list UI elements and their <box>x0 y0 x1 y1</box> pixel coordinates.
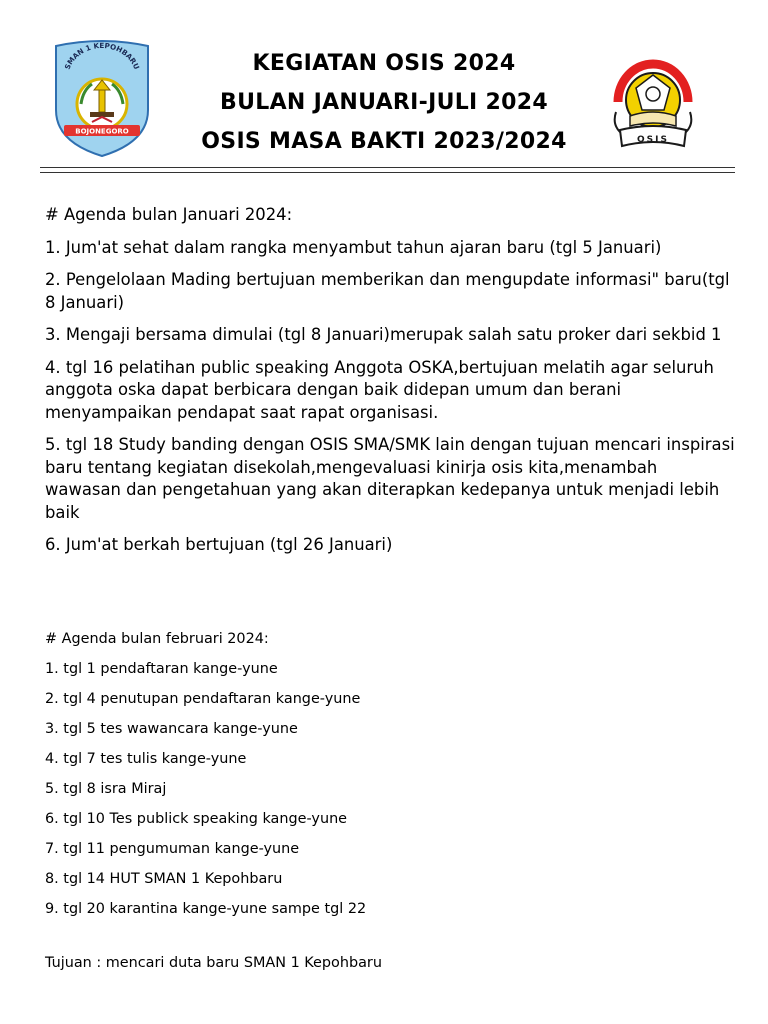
document-title-block <box>180 44 588 161</box>
february-item: 6. tgl 10 Tes publick speaking kange-yune <box>45 811 348 827</box>
february-item: 4. tgl 7 tes tulis kange-yune <box>45 751 247 767</box>
january-item: 2. Pengelolaan Mading bertujuan memberikan dan mengupdate informasi" baru(tgl 8 Januari) <box>45 270 730 312</box>
january-item: 6. Jum'at berkah bertujuan (tgl 26 Januari) <box>45 535 393 554</box>
header-divider-top <box>40 167 735 168</box>
goal-statement: Tujuan : mencari duta baru SMAN 1 Kepohbaru <box>45 955 382 971</box>
osis-emblem-icon <box>608 50 698 155</box>
title-line-2: BULAN JANUARI-JULI 2024 <box>220 90 548 115</box>
crest-ribbon-text: BOJONEGORO <box>75 127 129 136</box>
january-item: 1. Jum'at sehat dalam rangka menyambut tahun ajaran baru (tgl 5 Januari) <box>45 237 662 257</box>
january-heading: # Agenda bulan Januari 2024: <box>45 205 293 224</box>
february-item: 7. tgl 11 pengumuman kange-yune <box>45 841 300 857</box>
february-item: 2. tgl 4 penutupan pendaftaran kange-yune <box>45 691 361 707</box>
january-agenda <box>45 204 735 567</box>
february-item: 9. tgl 20 karantina kange-yune sampe tgl 22 <box>45 901 367 917</box>
january-item: 3. Mengaji bersama dimulai (tgl 8 Januari)merupak salah satu proker dari sekbid 1 <box>45 325 722 344</box>
title-line-3: OSIS MASA BAKTI 2023/2024 <box>201 129 567 154</box>
january-item: 4. tgl 16 pelatihan public speaking Anggota OSKA,bertujuan melatih agar seluruh anggota oska dapat berbicara dengan baik didepan umum dan berani menyampaikan pendapat saat rapat organisasi. <box>45 357 714 422</box>
february-item: 1. tgl 1 pendaftaran kange-yune <box>45 661 278 677</box>
february-item: 8. tgl 14 HUT SMAN 1 Kepohbaru <box>45 871 283 887</box>
february-item: 5. tgl 8 isra Miraj <box>45 781 167 797</box>
february-agenda <box>45 624 735 924</box>
school-crest-icon <box>50 38 154 158</box>
february-heading: # Agenda bulan februari 2024: <box>45 631 269 647</box>
title-line-1: KEGIATAN OSIS 2024 <box>252 51 516 76</box>
emblem-ribbon-text: OSIS <box>637 135 669 145</box>
february-item: 3. tgl 5 tes wawancara kange-yune <box>45 721 298 737</box>
january-item: 5. tgl 18 Study banding dengan OSIS SMA/SMK lain dengan tujuan mencari inspirasi baru tentang kegiatan disekolah,mengevaluasi kinirja osis kita,menambah wawasan dan pengetahuan yang akan diterapkan kedepanya untuk menjadi lebih baik <box>45 435 735 522</box>
header-divider-bottom <box>40 172 735 173</box>
crest-top-text: SMAN 1 KEPOHBARU <box>62 40 142 71</box>
document-header <box>0 0 768 170</box>
